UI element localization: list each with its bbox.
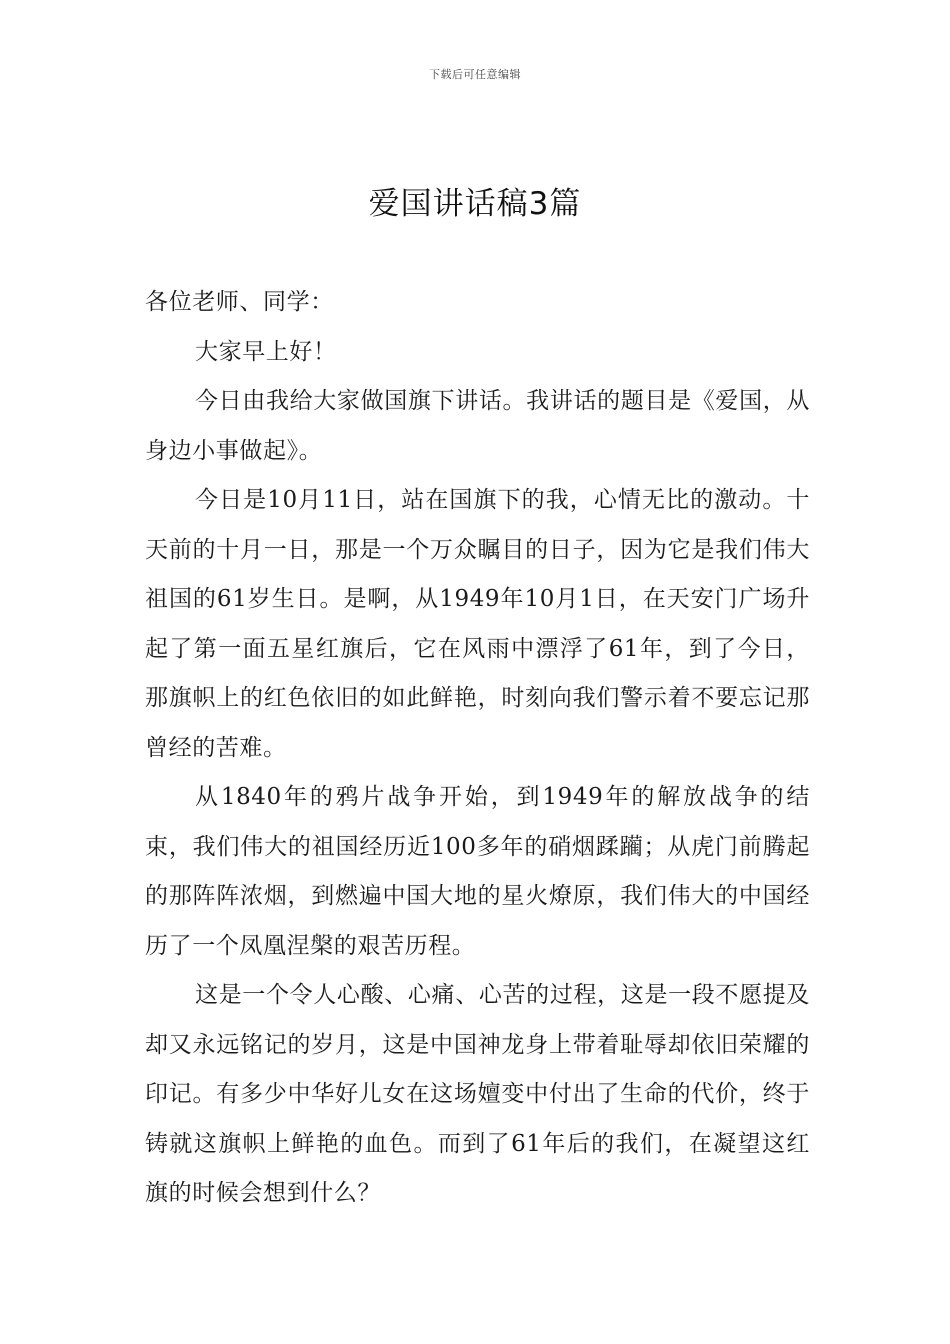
salutation: 各位老师、同学： [145, 289, 334, 315]
document-body [145, 278, 810, 1219]
paragraph: 这是一个令人心酸、心痛、心苦的过程，这是一段不愿提及却又永远铭记的岁月，这是中国神龙身上带着耻辱却依旧荣耀的印记。有多少中华好儿女在这场嬗变中付出了生命的代价，终于铸就这旗帜上鲜艳的血色。而到了61年后的我们，在凝望这红旗的时候会想到什么？ [145, 982, 810, 1206]
paragraph: 今日由我给大家做国旗下讲话。我讲话的题目是《爱国，从身边小事做起》。 [145, 388, 810, 464]
paragraph: 从1840年的鸦片战争开始，到1949年的解放战争的结束，我们伟大的祖国经历近100多年的硝烟蹂躏；从虎门前腾起的那阵阵浓烟，到燃遍中国大地的星火燎原，我们伟大的中国经历了一个凤凰涅槃的艰苦历程。 [145, 784, 810, 959]
header-note: 下载后可任意编辑 [429, 68, 521, 81]
document-title: 爱国讲话稿3篇 [368, 186, 582, 222]
greeting: 大家早上好！ [195, 338, 337, 365]
paragraph: 今日是10月11日，站在国旗下的我，心情无比的激动。十天前的十月一日，那是一个万众瞩目的日子，因为它是我们伟大祖国的61岁生日。是啊，从1949年10月1日，在天安门广场升起了第一面五星红旗后，它在风雨中漂浮了61年，到了今日，那旗帜上的红色依旧的如此鲜艳，时刻向我们警示着不要忘记那曾经的苦难。 [145, 487, 810, 761]
